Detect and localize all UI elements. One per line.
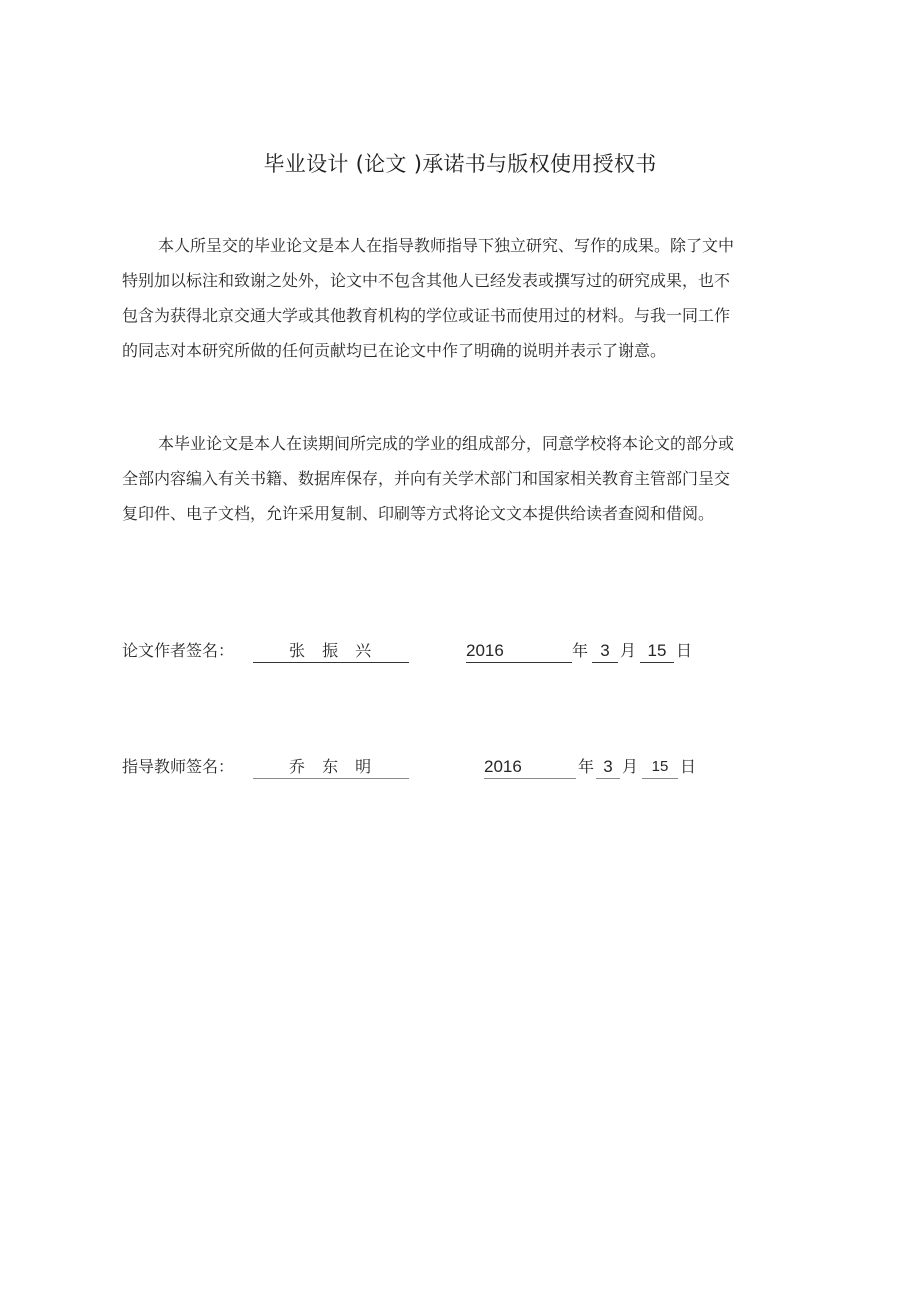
advisor-month-field bbox=[596, 756, 620, 779]
advisor-day: 15 bbox=[651, 758, 669, 775]
month-unit: 月 bbox=[620, 641, 637, 660]
advisor-name-field bbox=[253, 756, 409, 779]
author-name: 张 振 兴 bbox=[289, 641, 378, 660]
paragraph-line: 本毕业论文是本人在读期间所完成的学业的组成部分，同意学校将本论文的部分或 bbox=[158, 434, 735, 453]
authorization-paragraph bbox=[122, 426, 782, 531]
author-day: 15 bbox=[647, 641, 667, 660]
advisor-day-field bbox=[642, 756, 678, 779]
advisor-month: 3 bbox=[603, 757, 613, 776]
paragraph-line: 全部内容编入有关书籍、数据库保存，并向有关学术部门和国家相关教育主管部门呈交 bbox=[122, 469, 731, 488]
paragraph-line: 包含为获得北京交通大学或其他教育机构的学位或证书而使用过的材料。与我一同工作 bbox=[122, 306, 731, 325]
paragraph-line: 复印件、电子文档，允许采用复制、印刷等方式将论文文本提供给读者查阅和借阅。 bbox=[122, 504, 715, 523]
paragraph-line: 本人所呈交的毕业论文是本人在指导教师指导下独立研究、写作的成果。除了文中 bbox=[158, 236, 735, 255]
author-year-field bbox=[466, 640, 572, 663]
advisor-name: 乔 东 明 bbox=[289, 757, 378, 776]
author-name-field bbox=[253, 640, 409, 663]
day-unit: 日 bbox=[676, 641, 693, 660]
author-signature-label: 论文作者签名： bbox=[122, 641, 235, 660]
year-unit: 年 bbox=[572, 641, 589, 660]
commitment-paragraph bbox=[122, 228, 782, 368]
document-title: 毕业设计 (论文 )承诺书与版权使用授权书 bbox=[263, 152, 657, 176]
month-unit: 月 bbox=[622, 757, 639, 776]
paragraph-line: 的同志对本研究所做的任何贡献均已在论文中作了明确的说明并表示了谢意。 bbox=[122, 341, 667, 360]
author-day-field bbox=[640, 640, 674, 663]
year-unit: 年 bbox=[578, 757, 595, 776]
day-unit: 日 bbox=[680, 757, 697, 776]
advisor-signature-label: 指导教师签名： bbox=[122, 757, 235, 776]
advisor-year-field bbox=[484, 756, 576, 779]
advisor-year: 2016 bbox=[484, 757, 522, 776]
paragraph-line: 特别加以标注和致谢之处外，论文中不包含其他人已经发表或撰写过的研究成果，也不 bbox=[122, 271, 731, 290]
author-month-field bbox=[592, 640, 618, 663]
author-month: 3 bbox=[600, 641, 610, 660]
author-year: 2016 bbox=[466, 641, 504, 660]
